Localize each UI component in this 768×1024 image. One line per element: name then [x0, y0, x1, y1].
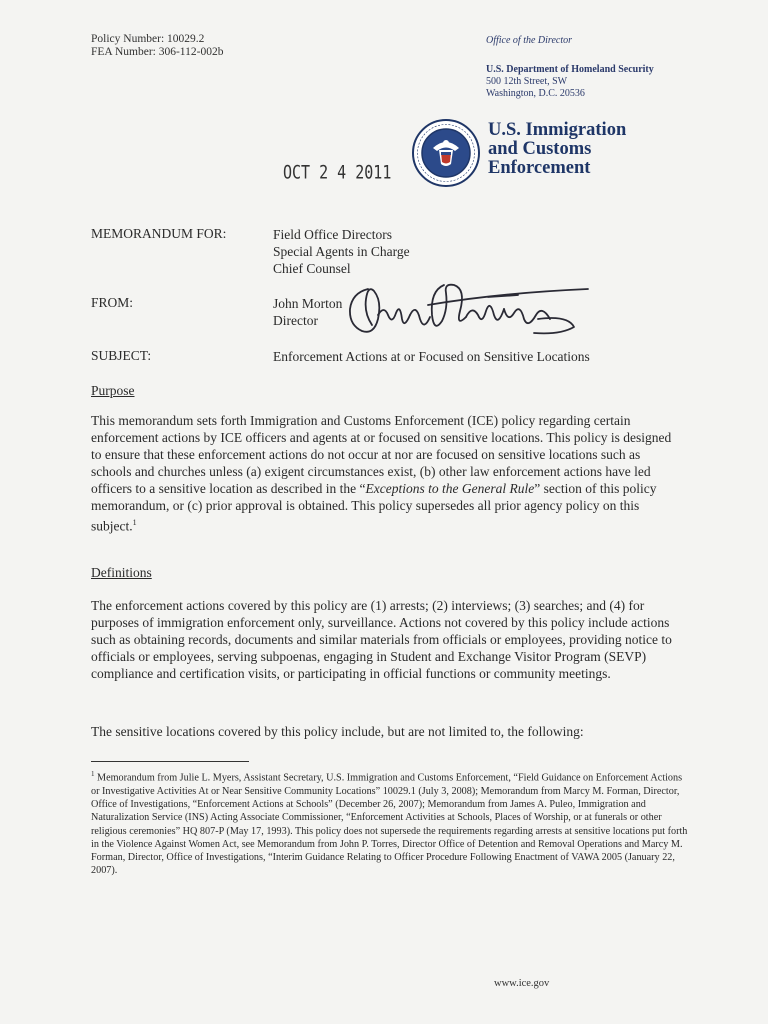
recipient-1: Field Office Directors [273, 227, 392, 242]
footnote [91, 768, 691, 878]
footnote-marker: 1 [91, 770, 95, 778]
purpose-paragraph [91, 412, 683, 535]
signature-image [338, 275, 598, 345]
dhs-seal-icon [411, 118, 481, 188]
definitions-paragraph-1 [91, 597, 683, 682]
from-title: Director [273, 313, 318, 328]
definitions-text-2: The sensitive locations covered by this policy include, but are not limited to, the following: [91, 724, 584, 739]
policy-number: Policy Number: 10029.2 [91, 33, 205, 45]
agency-line3: Enforcement [488, 158, 591, 178]
from-name: John Morton [273, 296, 343, 311]
from-label: FROM: [91, 295, 134, 310]
agency-name [488, 121, 626, 178]
policy-numbers [91, 33, 223, 59]
office-title: Office of the Director [486, 35, 572, 46]
definitions-heading: Definitions [91, 565, 152, 580]
agency-line1: U.S. Immigration [488, 120, 627, 140]
date-stamp: OCT 2 4 2011 [283, 161, 392, 184]
definitions-paragraph-2 [91, 723, 683, 740]
footer-url: www.ice.gov [494, 978, 550, 989]
purpose-italic: Exceptions to the General Rule [365, 481, 535, 496]
purpose-text-2: ” section of this policy memorandum, or (c) prior approval is obtained. This policy supersedes all prior agency policy on this subject. [91, 481, 657, 534]
from-block [273, 295, 342, 329]
definitions-text-1: The enforcement actions covered by this policy are (1) arrests; (2) interviews; (3) searches; and (4) for purposes of immigration enforcement only, surveillance. Actions not covered by this policy include actions such as obtaining records, documents and similar materials from officials or employees, providing notice to officials or employees, serving subpoenas, engaging in Student and Exchange Visitor Program (SEVP) compliance and certification visits, or participating in official functions or community meetings. [91, 598, 672, 681]
agency-line2: and Customs [488, 139, 592, 159]
recipient-2: Special Agents in Charge [273, 244, 410, 259]
footnote-reference: 1 [132, 518, 137, 527]
memorandum-recipients [273, 226, 410, 277]
memorandum-for-label: MEMORANDUM FOR: [91, 226, 227, 241]
office-address-line1: 500 12th Street, SW [486, 76, 568, 87]
purpose-text-1: This memorandum sets forth Immigration and Customs Enforcement (ICE) policy regarding certain enforcement actions by ICE officers and agents at or focused on sensitive locations. This policy is designed to ensure that these enforcement actions do not occur at nor are focused on sensitive locations such as schools and churches unless (a) exigent circumstances exist, (b) other law enforcement actions have led officers to a sensitive location as described in the “ [91, 413, 672, 496]
office-department: U.S. Department of Homeland Security [486, 64, 654, 75]
office-address-line2: Washington, D.C. 20536 [486, 88, 585, 99]
subject-label: SUBJECT: [91, 348, 152, 363]
fea-number: FEA Number: 306-112-002b [91, 46, 224, 58]
subject-value: Enforcement Actions at or Focused on Sensitive Locations [273, 349, 590, 364]
footnote-text: Memorandum from Julie L. Myers, Assistant Secretary, U.S. Immigration and Customs Enforcement, “Field Guidance on Enforcement Actions or Investigative Activities At or Near Sensitive Community Locations” 10029.1 (July 3, 2008); Memorandum from Marcy M. Forman, Director, Office of Investigations, “Enforcement Actions at Schools” (December 26, 2007); Memorandum from James A. Puleo, Immigration and Naturalization Service (INS) Acting Associate Commissioner, “Enforcement Activities at Schools, Places of Worship, or at funerals or other religious ceremonies” HQ 807-P (May 17, 1993). This policy does not supersede the requirements regarding arrests at sensitive locations put forth in the Violence Against Women Act, see Memorandum from John P. Torres, Director Office of Detention and Removal Operations and Marcy M. Forman, Director, Office of Investigations, “Interim Guidance Relating to Officer Procedure Following Enactment of VAWA 2005 (January 22, 2007). [91, 772, 688, 877]
office-block [486, 35, 654, 100]
recipient-3: Chief Counsel [273, 261, 351, 276]
purpose-heading: Purpose [91, 383, 135, 398]
footnote-divider [91, 761, 249, 762]
